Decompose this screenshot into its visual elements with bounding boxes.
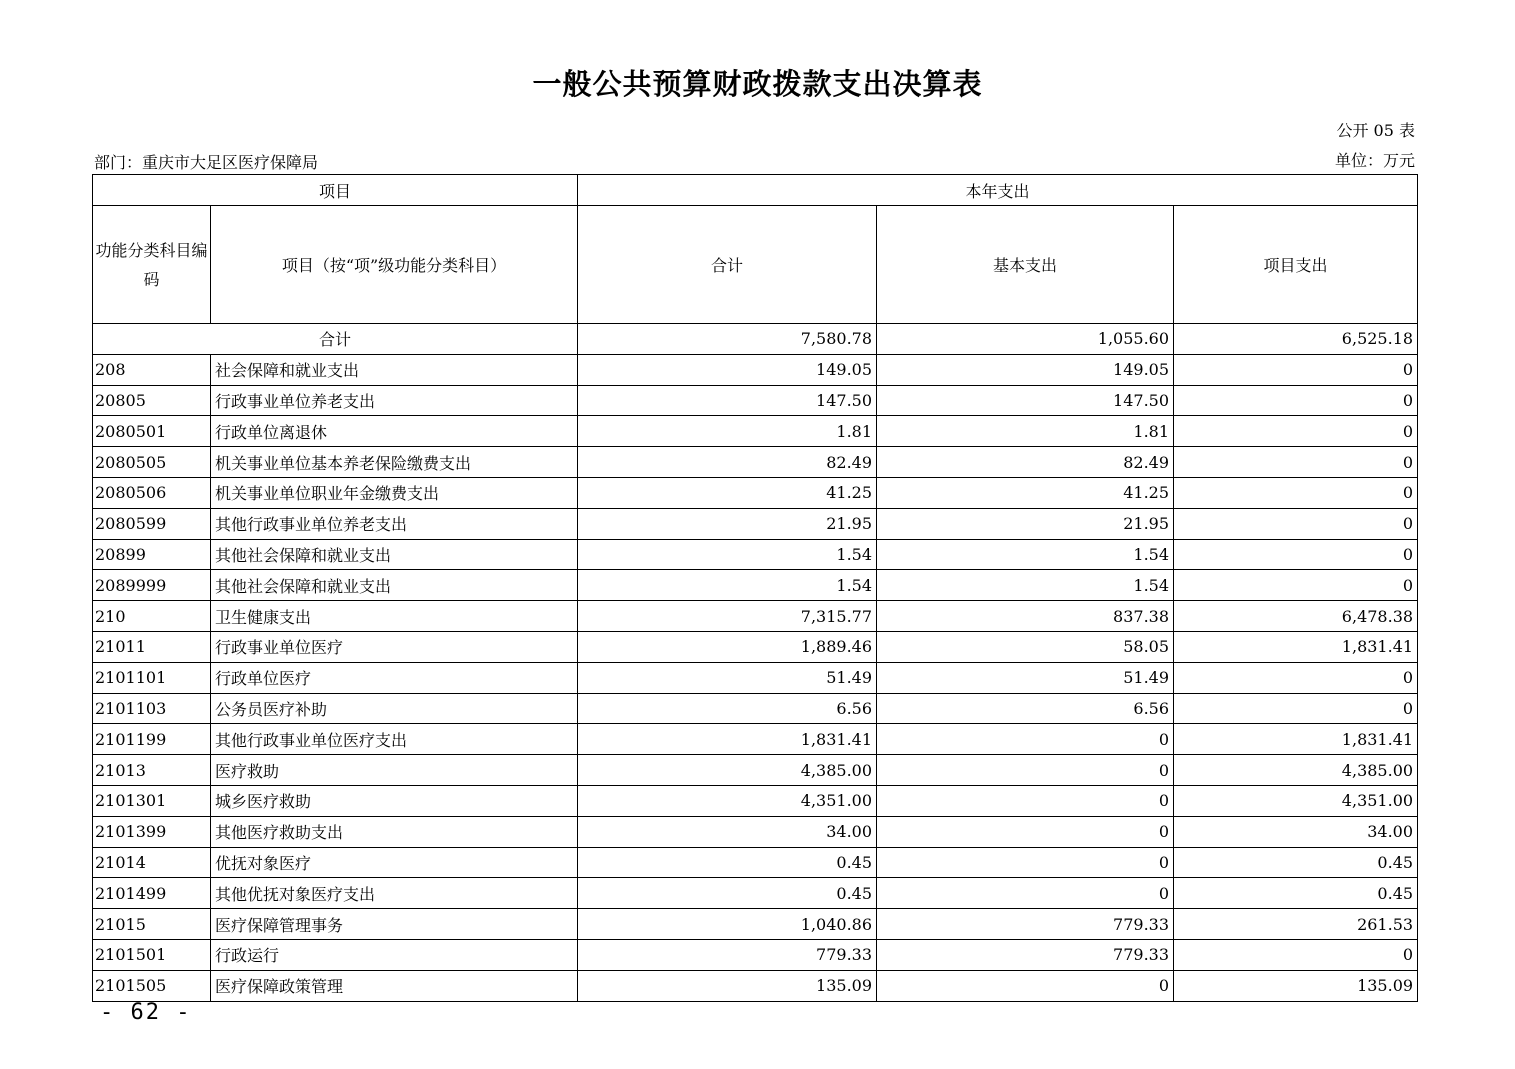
row-basic: 147.50 xyxy=(877,385,1174,416)
row-total: 779.33 xyxy=(578,939,877,970)
row-name: 行政事业单位医疗 xyxy=(211,631,578,662)
table-row xyxy=(93,878,1418,909)
row-code: 208 xyxy=(93,354,211,385)
row-basic: 0 xyxy=(877,878,1174,909)
header-row-1 xyxy=(93,175,1418,206)
row-basic: 0 xyxy=(877,816,1174,847)
total-value: 7,580.78 xyxy=(578,324,877,355)
row-name: 机关事业单位职业年金缴费支出 xyxy=(211,477,578,508)
header-current-year: 本年支出 xyxy=(578,175,1418,206)
page-number: - 62 - xyxy=(100,1000,192,1025)
row-code: 2101499 xyxy=(93,878,211,909)
row-code: 2080505 xyxy=(93,447,211,478)
table-row xyxy=(93,601,1418,632)
row-basic: 82.49 xyxy=(877,447,1174,478)
row-code: 2089999 xyxy=(93,570,211,601)
table-row xyxy=(93,631,1418,662)
row-total: 135.09 xyxy=(578,970,877,1001)
header-row-2 xyxy=(93,206,1418,324)
row-name: 其他行政事业单位养老支出 xyxy=(211,508,578,539)
row-code: 2101199 xyxy=(93,724,211,755)
row-basic: 779.33 xyxy=(877,939,1174,970)
row-project: 0 xyxy=(1174,354,1418,385)
row-project: 1,831.41 xyxy=(1174,724,1418,755)
table-row xyxy=(93,724,1418,755)
department-label: 部门：重庆市大足区医疗保障局 xyxy=(94,153,319,172)
table-row xyxy=(93,477,1418,508)
row-basic: 6.56 xyxy=(877,693,1174,724)
row-total: 1,831.41 xyxy=(578,724,877,755)
row-total: 4,351.00 xyxy=(578,785,877,816)
row-basic: 0 xyxy=(877,724,1174,755)
row-code: 2101501 xyxy=(93,939,211,970)
row-name: 医疗保障政策管理 xyxy=(211,970,578,1001)
row-project: 0 xyxy=(1174,662,1418,693)
header-name: 项目（按“项”级功能分类科目） xyxy=(211,206,578,324)
row-name: 城乡医疗救助 xyxy=(211,785,578,816)
total-label: 合计 xyxy=(93,324,578,355)
form-number: 公开 05 表 xyxy=(1336,121,1415,140)
row-code: 21015 xyxy=(93,909,211,940)
row-total: 51.49 xyxy=(578,662,877,693)
header-code: 功能分类科目编码 xyxy=(93,206,211,324)
row-total: 41.25 xyxy=(578,477,877,508)
row-basic: 0 xyxy=(877,970,1174,1001)
table-row xyxy=(93,693,1418,724)
row-code: 21013 xyxy=(93,755,211,786)
row-name: 优抚对象医疗 xyxy=(211,847,578,878)
row-project: 0 xyxy=(1174,477,1418,508)
table-row xyxy=(93,354,1418,385)
row-total: 1.54 xyxy=(578,570,877,601)
row-code: 2101101 xyxy=(93,662,211,693)
header-project: 项目 xyxy=(93,175,578,206)
row-basic: 837.38 xyxy=(877,601,1174,632)
total-project: 6,525.18 xyxy=(1174,324,1418,355)
row-total: 4,385.00 xyxy=(578,755,877,786)
table-row xyxy=(93,416,1418,447)
row-project: 4,385.00 xyxy=(1174,755,1418,786)
row-code: 2080506 xyxy=(93,477,211,508)
row-name: 社会保障和就业支出 xyxy=(211,354,578,385)
table-row xyxy=(93,847,1418,878)
row-project: 135.09 xyxy=(1174,970,1418,1001)
row-project: 1,831.41 xyxy=(1174,631,1418,662)
row-code: 20899 xyxy=(93,539,211,570)
row-project: 261.53 xyxy=(1174,909,1418,940)
row-project: 0.45 xyxy=(1174,878,1418,909)
row-total: 149.05 xyxy=(578,354,877,385)
row-total: 0.45 xyxy=(578,878,877,909)
row-name: 公务员医疗补助 xyxy=(211,693,578,724)
row-code: 2080501 xyxy=(93,416,211,447)
header-basic: 基本支出 xyxy=(877,206,1174,324)
row-name: 机关事业单位基本养老保险缴费支出 xyxy=(211,447,578,478)
row-code: 2101399 xyxy=(93,816,211,847)
row-name: 行政事业单位养老支出 xyxy=(211,385,578,416)
row-project: 4,351.00 xyxy=(1174,785,1418,816)
row-basic: 1.54 xyxy=(877,570,1174,601)
row-basic: 51.49 xyxy=(877,662,1174,693)
row-project: 0 xyxy=(1174,385,1418,416)
row-basic: 41.25 xyxy=(877,477,1174,508)
row-name: 行政单位离退休 xyxy=(211,416,578,447)
table-row xyxy=(93,909,1418,940)
row-code: 21011 xyxy=(93,631,211,662)
row-project: 0 xyxy=(1174,508,1418,539)
table-row xyxy=(93,662,1418,693)
table-row xyxy=(93,755,1418,786)
row-basic: 58.05 xyxy=(877,631,1174,662)
row-total: 1.81 xyxy=(578,416,877,447)
row-project: 34.00 xyxy=(1174,816,1418,847)
row-total: 1,889.46 xyxy=(578,631,877,662)
row-project: 0 xyxy=(1174,416,1418,447)
row-name: 其他医疗救助支出 xyxy=(211,816,578,847)
row-basic: 779.33 xyxy=(877,909,1174,940)
total-basic: 1,055.60 xyxy=(877,324,1174,355)
row-basic: 0 xyxy=(877,785,1174,816)
row-basic: 149.05 xyxy=(877,354,1174,385)
row-name: 其他行政事业单位医疗支出 xyxy=(211,724,578,755)
row-name: 卫生健康支出 xyxy=(211,601,578,632)
table-row xyxy=(93,970,1418,1001)
row-name: 其他优抚对象医疗支出 xyxy=(211,878,578,909)
row-project: 0 xyxy=(1174,939,1418,970)
table-row xyxy=(93,508,1418,539)
row-name: 医疗救助 xyxy=(211,755,578,786)
row-total: 7,315.77 xyxy=(578,601,877,632)
row-code: 20805 xyxy=(93,385,211,416)
row-code: 2080599 xyxy=(93,508,211,539)
row-project: 0 xyxy=(1174,539,1418,570)
row-basic: 0 xyxy=(877,847,1174,878)
table-row xyxy=(93,816,1418,847)
row-project: 0 xyxy=(1174,570,1418,601)
row-code: 2101505 xyxy=(93,970,211,1001)
row-project: 0.45 xyxy=(1174,847,1418,878)
row-name: 其他社会保障和就业支出 xyxy=(211,570,578,601)
row-total: 6.56 xyxy=(578,693,877,724)
row-total: 82.49 xyxy=(578,447,877,478)
row-project: 0 xyxy=(1174,693,1418,724)
table-row xyxy=(93,447,1418,478)
expenditure-table xyxy=(92,174,1418,1002)
row-total: 1.54 xyxy=(578,539,877,570)
header-total: 合计 xyxy=(578,206,877,324)
table-row xyxy=(93,570,1418,601)
row-name: 行政单位医疗 xyxy=(211,662,578,693)
row-name: 医疗保障管理事务 xyxy=(211,909,578,940)
row-name: 行政运行 xyxy=(211,939,578,970)
row-total: 147.50 xyxy=(578,385,877,416)
row-code: 2101103 xyxy=(93,693,211,724)
row-code: 2101301 xyxy=(93,785,211,816)
row-code: 210 xyxy=(93,601,211,632)
table-row xyxy=(93,785,1418,816)
table-row xyxy=(93,385,1418,416)
row-basic: 1.81 xyxy=(877,416,1174,447)
table-row xyxy=(93,939,1418,970)
row-project: 6,478.38 xyxy=(1174,601,1418,632)
row-basic: 0 xyxy=(877,755,1174,786)
unit-label: 单位：万元 xyxy=(1334,151,1415,170)
table-row xyxy=(93,539,1418,570)
row-total: 0.45 xyxy=(578,847,877,878)
row-basic: 1.54 xyxy=(877,539,1174,570)
page-title: 一般公共预算财政拨款支出决算表 xyxy=(532,67,983,101)
row-name: 其他社会保障和就业支出 xyxy=(211,539,578,570)
total-row xyxy=(93,324,1418,355)
row-total: 34.00 xyxy=(578,816,877,847)
row-total: 1,040.86 xyxy=(578,909,877,940)
header-project-expenditure: 项目支出 xyxy=(1174,206,1418,324)
row-project: 0 xyxy=(1174,447,1418,478)
row-total: 21.95 xyxy=(578,508,877,539)
row-code: 21014 xyxy=(93,847,211,878)
row-basic: 21.95 xyxy=(877,508,1174,539)
